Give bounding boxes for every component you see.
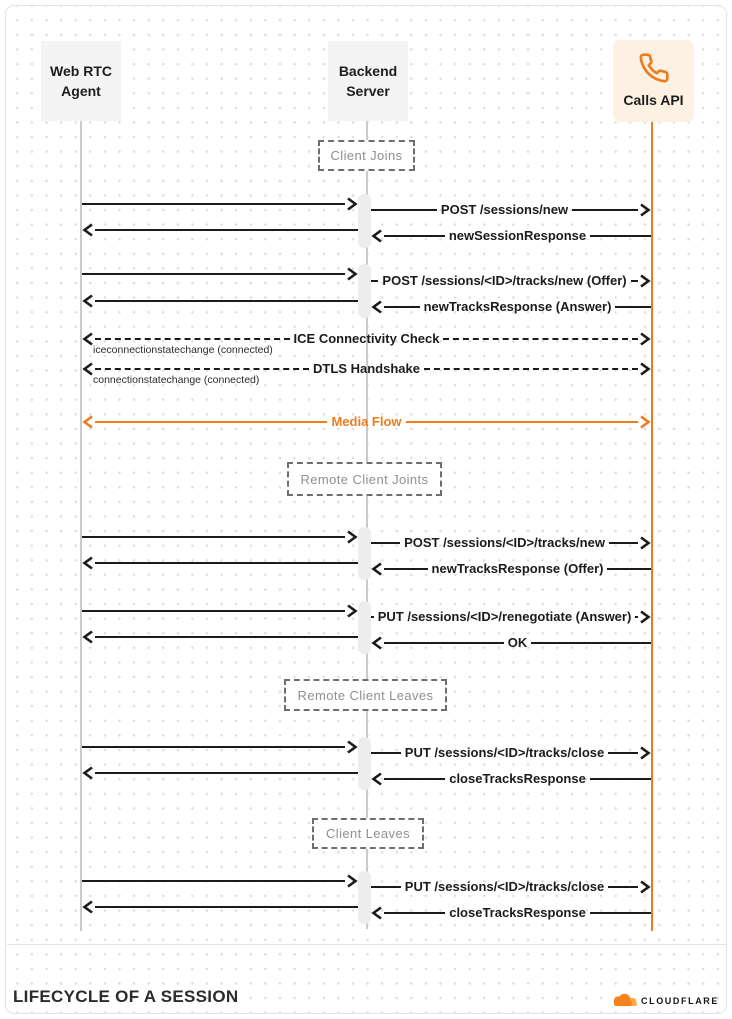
- footer-divider: [7, 944, 727, 945]
- phase-box: [318, 140, 415, 171]
- message-label: newTracksResponse (Offer): [431, 561, 604, 576]
- phases-layer: [5, 5, 727, 1014]
- actor-label: Backend: [338, 63, 398, 79]
- message-label: DTLS Handshake: [313, 361, 420, 376]
- phase-box: [312, 818, 424, 849]
- actor-label: Calls API: [623, 92, 684, 108]
- lifeline-annotation: iceconnectionstatechange (connected): [93, 344, 273, 356]
- phone-icon: [638, 52, 670, 84]
- message-label: closeTracksResponse: [449, 905, 586, 920]
- actor-web-rtc-agent: [41, 41, 121, 121]
- message-label: Media Flow: [331, 414, 402, 429]
- message-label: closeTracksResponse: [449, 771, 586, 786]
- cloudflare-wordmark: CLOUDFLARE: [641, 995, 719, 1006]
- actor-label: Agent: [61, 83, 101, 99]
- diagram-canvas: [5, 5, 727, 1014]
- phase-label: Client Leaves: [326, 826, 410, 841]
- phase-box: [284, 679, 447, 711]
- page-title: LIFECYCLE OF A SESSION: [13, 987, 239, 1006]
- phase-label: Client Joins: [330, 148, 403, 163]
- phase-label: Remote Client Leaves: [297, 687, 434, 703]
- cloudflare-logo: [611, 993, 719, 1008]
- message-label: newSessionResponse: [448, 228, 587, 243]
- actor-label: Server: [346, 83, 390, 99]
- actor-label: Web RTC: [50, 63, 112, 79]
- actor-backend-server: [328, 41, 408, 121]
- message-label: OK: [507, 635, 528, 650]
- message-label: POST /sessions/<ID>/tracks/new: [404, 535, 605, 550]
- message-label: ICE Connectivity Check: [293, 331, 440, 346]
- message-label: PUT /sessions/<ID>/renegotiate (Answer): [377, 609, 632, 624]
- message-label: POST /sessions/<ID>/tracks/new (Offer): [382, 273, 627, 288]
- phase-box: [287, 462, 442, 496]
- phase-label: Remote Client Joints: [300, 471, 429, 487]
- actor-calls-api: [613, 40, 694, 122]
- message-label: PUT /sessions/<ID>/tracks/close: [404, 745, 605, 760]
- lifeline-annotation: connectionstatechange (connected): [93, 374, 260, 386]
- cloudflare-cloud-icon: [611, 993, 638, 1008]
- message-label: POST /sessions/new: [440, 202, 569, 217]
- message-label: newTracksResponse (Answer): [423, 299, 612, 314]
- message-label: PUT /sessions/<ID>/tracks/close: [404, 879, 605, 894]
